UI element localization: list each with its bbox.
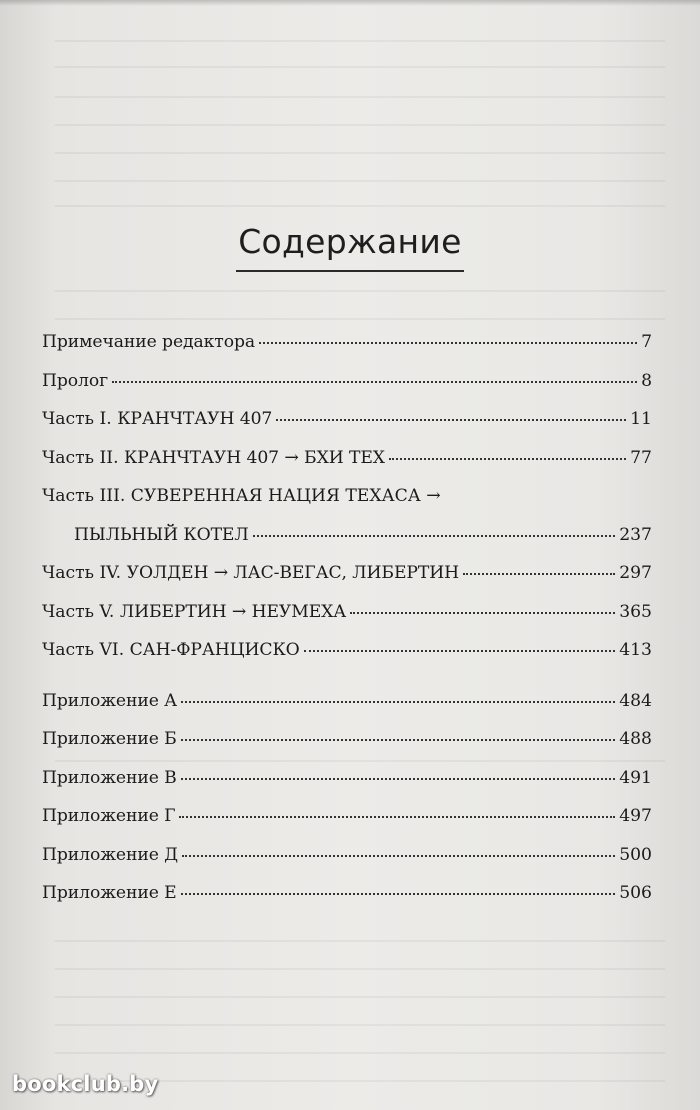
- toc-part-number: Часть IV.: [42, 563, 122, 583]
- toc-page-number: 506: [619, 883, 652, 903]
- bleed-line: [55, 96, 665, 98]
- toc-title: САН-ФРАНЦИСКО: [129, 640, 300, 660]
- toc-page-number: 297: [619, 563, 652, 583]
- toc-title: Пролог: [42, 370, 109, 391]
- toc-page-number: 237: [619, 524, 652, 545]
- toc-leader-dots: [259, 342, 637, 344]
- toc-leader-dots: [304, 650, 616, 652]
- toc-row-part-2[interactable]: [42, 448, 652, 487]
- toc-leader-dots: [181, 739, 616, 741]
- toc-leader-dots: [350, 612, 615, 614]
- toc-page-number: 488: [619, 729, 652, 749]
- bleed-line: [55, 180, 665, 182]
- toc-part-number: Часть VI.: [42, 640, 125, 660]
- toc-heading: Содержание: [238, 222, 462, 261]
- toc-row-part-1[interactable]: [42, 409, 652, 448]
- toc-page-number: 8: [641, 370, 652, 391]
- toc-leader-dots: [389, 458, 626, 460]
- table-of-contents: [42, 332, 652, 922]
- toc-leader-dots: [463, 573, 615, 575]
- toc-page-number: 365: [619, 601, 652, 622]
- bleed-line: [55, 318, 665, 320]
- toc-title: КРАНЧТАУН 407 → БХИ ТЕХ: [124, 447, 385, 468]
- toc-page-number: 497: [619, 806, 652, 826]
- toc-leader-dots: [181, 893, 616, 895]
- toc-page-number: 11: [630, 409, 652, 429]
- page-top-shadow: [0, 0, 700, 6]
- toc-page-number: 491: [619, 767, 652, 788]
- bleed-line: [55, 152, 665, 154]
- toc-page-number: 7: [641, 332, 652, 352]
- toc-page-number: 500: [619, 844, 652, 865]
- toc-part-number: Часть II.: [42, 447, 119, 468]
- toc-part-number: Часть I.: [42, 409, 112, 429]
- toc-title: Приложение В: [42, 767, 177, 788]
- heading-underline: [236, 270, 464, 272]
- toc-row-part-5[interactable]: [42, 602, 652, 641]
- toc-leader-dots: [253, 535, 616, 537]
- toc-title-continued: [42, 525, 249, 545]
- toc-part-number: Часть III.: [42, 486, 126, 506]
- toc-leader-dots: [179, 816, 615, 818]
- toc-title: Приложение А: [42, 690, 178, 711]
- toc-title: Приложение Б: [42, 729, 177, 749]
- toc-title-continuation: ПЫЛЬНЫЙ КОТЕЛ: [74, 524, 249, 545]
- toc-leader-dots: [182, 855, 615, 857]
- bleed-line: [55, 1024, 665, 1026]
- bleed-line: [55, 996, 665, 998]
- toc-row-appendix-g[interactable]: [42, 806, 652, 845]
- bleed-line: [55, 66, 665, 68]
- toc-row-appendix-v[interactable]: [42, 768, 652, 807]
- toc-title: СУВЕРЕННАЯ НАЦИЯ ТЕХАСА →: [130, 486, 441, 506]
- toc-row-part-3-continued[interactable]: [42, 525, 652, 564]
- toc-row-prologue[interactable]: [42, 371, 652, 410]
- toc-row-appendix-d[interactable]: [42, 845, 652, 884]
- toc-row-editor-note[interactable]: [42, 332, 652, 371]
- toc-leader-dots: [181, 701, 615, 703]
- toc-title: УОЛДЕН → ЛАС-ВЕГАС, ЛИБЕРТИН: [126, 563, 459, 583]
- bleed-line: [55, 290, 665, 292]
- toc-leader-dots: [181, 778, 616, 780]
- toc-part-number: Часть V.: [42, 601, 115, 622]
- toc-page-number: 484: [619, 690, 652, 711]
- toc-leader-dots: [112, 381, 637, 383]
- toc-title: КРАНЧТАУН 407: [117, 409, 273, 429]
- watermark-logo: bookclub.by: [12, 1072, 159, 1096]
- toc-title: Приложение Е: [42, 883, 177, 903]
- toc-leader-dots: [276, 419, 626, 421]
- bleed-line: [55, 968, 665, 970]
- bleed-line: [55, 40, 665, 42]
- toc-row-appendix-b[interactable]: [42, 729, 652, 768]
- toc-row-part-6[interactable]: [42, 640, 652, 679]
- toc-title: Приложение Г: [42, 806, 176, 826]
- toc-row-part-3[interactable]: [42, 486, 652, 525]
- toc-page-number: 77: [630, 447, 652, 468]
- toc-title: ЛИБЕРТИН → НЕУМЕХА: [119, 601, 347, 622]
- bleed-line: [55, 940, 665, 942]
- toc-row-appendix-e[interactable]: [42, 883, 652, 922]
- toc-title: Примечание редактора: [42, 332, 255, 352]
- bleed-line: [55, 124, 665, 126]
- bleed-line: [55, 205, 665, 207]
- toc-row-part-4[interactable]: [42, 563, 652, 602]
- toc-row-appendix-a[interactable]: [42, 691, 652, 730]
- toc-page-number: 413: [619, 640, 652, 660]
- bleed-line: [55, 1052, 665, 1054]
- toc-title: Приложение Д: [42, 844, 179, 865]
